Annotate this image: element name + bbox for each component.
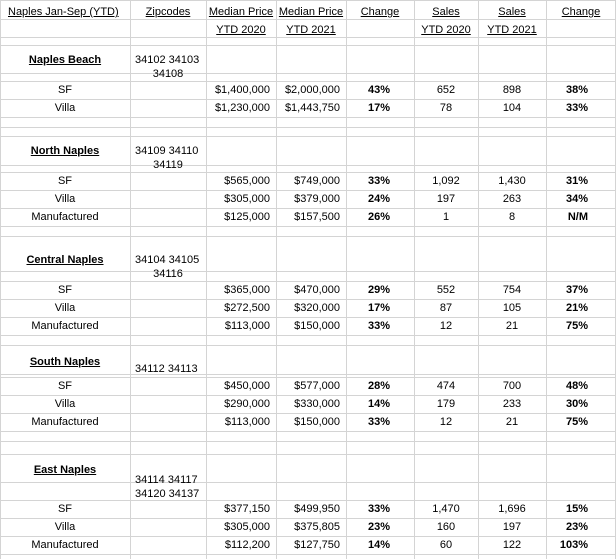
sales-2020-cell: 12: [439, 320, 453, 332]
median-2020-cell: $272,500: [224, 302, 270, 314]
sales-2021-cell: 197: [502, 521, 522, 533]
price-change-cell: 14%: [367, 539, 390, 551]
price-change-cell: 23%: [367, 521, 390, 533]
row-gridline: [0, 482, 616, 483]
header-area: Naples Jan-Sep (YTD): [8, 6, 119, 18]
row-gridline: [0, 374, 616, 375]
price-change-cell: 17%: [367, 302, 390, 314]
median-2021-cell: $320,000: [294, 302, 340, 314]
row-type: SF: [57, 84, 73, 96]
sales-2020-cell: 1: [442, 211, 450, 223]
row-gridline: [0, 73, 616, 74]
sales-change-cell: 21%: [565, 302, 588, 314]
row-gridline: [0, 117, 616, 118]
sales-2020-cell: 12: [439, 416, 453, 428]
section-name: East Naples: [33, 464, 97, 476]
price-change-cell: 29%: [367, 284, 390, 296]
median-2020-cell: $305,000: [224, 193, 270, 205]
row-gridline: [0, 81, 616, 82]
sales-change-cell: 38%: [565, 84, 588, 96]
median-2021-cell: $150,000: [294, 416, 340, 428]
median-2020-cell: $565,000: [224, 175, 270, 187]
header-price-change: Change: [360, 6, 400, 18]
sales-2020-cell: 1,092: [432, 175, 460, 187]
median-2021-cell: $127,750: [294, 539, 340, 551]
row-type: SF: [57, 175, 73, 187]
row-gridline: [0, 395, 616, 396]
section-zipcodes: 34114 34117: [135, 474, 198, 486]
median-2021-cell: $375,805: [294, 521, 340, 533]
sales-2021-cell: 1,430: [498, 175, 526, 187]
sales-2020-cell: 78: [439, 102, 453, 114]
median-2021-cell: $157,500: [294, 211, 340, 223]
price-change-cell: 17%: [367, 102, 390, 114]
header-sales-2021-sub: YTD 2021: [487, 24, 537, 36]
sales-change-cell: 30%: [565, 398, 588, 410]
section-zipcodes: 34104 34105: [135, 254, 200, 266]
row-gridline: [0, 554, 616, 555]
price-change-cell: 28%: [367, 380, 390, 392]
row-type: SF: [57, 284, 73, 296]
median-2021-cell: $1,443,750: [284, 102, 340, 114]
median-2020-cell: $290,000: [224, 398, 270, 410]
row-gridline: [0, 19, 616, 20]
sales-2021-cell: 233: [502, 398, 522, 410]
median-2021-cell: $470,000: [294, 284, 340, 296]
median-2021-cell: $330,000: [294, 398, 340, 410]
header-sales-change: Change: [561, 6, 601, 18]
price-change-cell: 24%: [367, 193, 390, 205]
sales-change-cell: 15%: [565, 503, 588, 515]
row-gridline: [0, 165, 616, 166]
median-2020-cell: $113,000: [224, 320, 270, 332]
row-gridline: [0, 0, 616, 1]
sales-2020-cell: 160: [436, 521, 456, 533]
row-gridline: [0, 99, 616, 100]
section-zipcodes-line2: 34116: [153, 268, 183, 280]
row-type: Villa: [54, 398, 76, 410]
sales-change-cell: N/M: [567, 211, 588, 223]
sales-change-cell: 75%: [565, 320, 588, 332]
row-gridline: [0, 454, 616, 455]
price-change-cell: 26%: [367, 211, 390, 223]
header-sales-2021: Sales: [498, 6, 526, 18]
sales-2021-cell: 104: [502, 102, 522, 114]
sales-2021-cell: 898: [502, 84, 522, 96]
row-gridline: [0, 136, 616, 137]
sales-2020-cell: 1,470: [432, 503, 460, 515]
header-median-2021-sub: YTD 2021: [286, 24, 336, 36]
median-2020-cell: $365,000: [224, 284, 270, 296]
sales-change-cell: 33%: [565, 102, 588, 114]
row-type: Manufactured: [31, 539, 99, 551]
header-sales-2020-sub: YTD 2020: [421, 24, 471, 36]
sales-2020-cell: 474: [436, 380, 456, 392]
row-gridline: [0, 208, 616, 209]
section-zipcodes: 34109 34110: [135, 145, 199, 157]
sales-change-cell: 23%: [565, 521, 588, 533]
sales-change-cell: 75%: [565, 416, 588, 428]
row-gridline: [0, 281, 616, 282]
median-2020-cell: $377,150: [224, 503, 270, 515]
row-gridline: [0, 345, 616, 346]
row-gridline: [0, 317, 616, 318]
sales-change-cell: 31%: [565, 175, 588, 187]
row-type: SF: [57, 503, 73, 515]
header-median-2021: Median Price: [278, 6, 344, 18]
sales-2020-cell: 197: [436, 193, 456, 205]
median-2020-cell: $113,000: [224, 416, 270, 428]
row-gridline: [0, 431, 616, 432]
section-name: North Naples: [30, 145, 100, 157]
row-gridline: [0, 37, 616, 38]
median-2020-cell: $1,400,000: [214, 84, 270, 96]
price-change-cell: 33%: [367, 416, 390, 428]
sales-change-cell: 103%: [559, 539, 588, 551]
median-2021-cell: $499,950: [294, 503, 340, 515]
sales-change-cell: 34%: [565, 193, 588, 205]
row-gridline: [0, 236, 616, 237]
row-gridline: [0, 413, 616, 414]
section-zipcodes: 34112 34113: [135, 363, 198, 375]
median-2021-cell: $577,000: [294, 380, 340, 392]
sales-2021-cell: 21: [505, 320, 519, 332]
row-type: Manufactured: [31, 416, 99, 428]
header-median-2020-sub: YTD 2020: [216, 24, 266, 36]
row-type: Villa: [54, 193, 76, 205]
header-zipcodes: Zipcodes: [145, 6, 191, 18]
row-gridline: [0, 127, 616, 128]
sales-2021-cell: 754: [502, 284, 522, 296]
median-2020-cell: $305,000: [224, 521, 270, 533]
median-2021-cell: $379,000: [294, 193, 340, 205]
section-name: Central Naples: [26, 254, 104, 266]
median-2020-cell: $125,000: [224, 211, 270, 223]
row-gridline: [0, 500, 616, 501]
section-zipcodes-line2: 34119: [153, 159, 183, 171]
sales-2020-cell: 552: [436, 284, 456, 296]
section-name: Naples Beach: [28, 54, 102, 66]
sales-2021-cell: 263: [502, 193, 522, 205]
sales-2021-cell: 8: [508, 211, 516, 223]
row-type: Manufactured: [31, 320, 99, 332]
sales-2020-cell: 87: [439, 302, 453, 314]
sales-change-cell: 48%: [565, 380, 588, 392]
row-type: Villa: [54, 521, 76, 533]
sales-2021-cell: 105: [502, 302, 522, 314]
sales-2020-cell: 179: [436, 398, 456, 410]
median-2020-cell: $450,000: [224, 380, 270, 392]
sales-2021-cell: 21: [505, 416, 519, 428]
median-2021-cell: $150,000: [294, 320, 340, 332]
sales-change-cell: 37%: [565, 284, 588, 296]
sales-2020-cell: 60: [439, 539, 453, 551]
row-type: Manufactured: [31, 211, 99, 223]
row-gridline: [0, 226, 616, 227]
price-change-cell: 14%: [367, 398, 390, 410]
sales-2020-cell: 652: [436, 84, 456, 96]
median-2021-cell: $749,000: [294, 175, 340, 187]
row-gridline: [0, 377, 616, 378]
median-2020-cell: $112,200: [224, 539, 270, 551]
sales-2021-cell: 122: [502, 539, 522, 551]
row-gridline: [0, 335, 616, 336]
row-type: SF: [57, 380, 73, 392]
row-gridline: [0, 271, 616, 272]
header-median-2020: Median Price: [208, 6, 274, 18]
section-zipcodes-line2: 34120 34137: [135, 488, 200, 500]
section-zipcodes: 34102 34103: [135, 54, 200, 66]
price-change-cell: 33%: [367, 503, 390, 515]
row-gridline: [0, 441, 616, 442]
section-zipcodes-line2: 34108: [152, 68, 184, 80]
row-gridline: [0, 45, 616, 46]
row-type: Villa: [54, 302, 76, 314]
median-2021-cell: $2,000,000: [284, 84, 340, 96]
price-change-cell: 33%: [367, 175, 390, 187]
price-change-cell: 33%: [367, 320, 390, 332]
sales-2021-cell: 700: [502, 380, 522, 392]
row-gridline: [0, 172, 616, 173]
section-name: South Naples: [29, 356, 101, 368]
price-change-cell: 43%: [367, 84, 390, 96]
median-2020-cell: $1,230,000: [214, 102, 270, 114]
sales-2021-cell: 1,696: [498, 503, 526, 515]
row-gridline: [0, 299, 616, 300]
row-gridline: [0, 536, 616, 537]
row-type: Villa: [54, 102, 76, 114]
row-gridline: [0, 190, 616, 191]
header-sales-2020: Sales: [432, 6, 460, 18]
row-gridline: [0, 518, 616, 519]
